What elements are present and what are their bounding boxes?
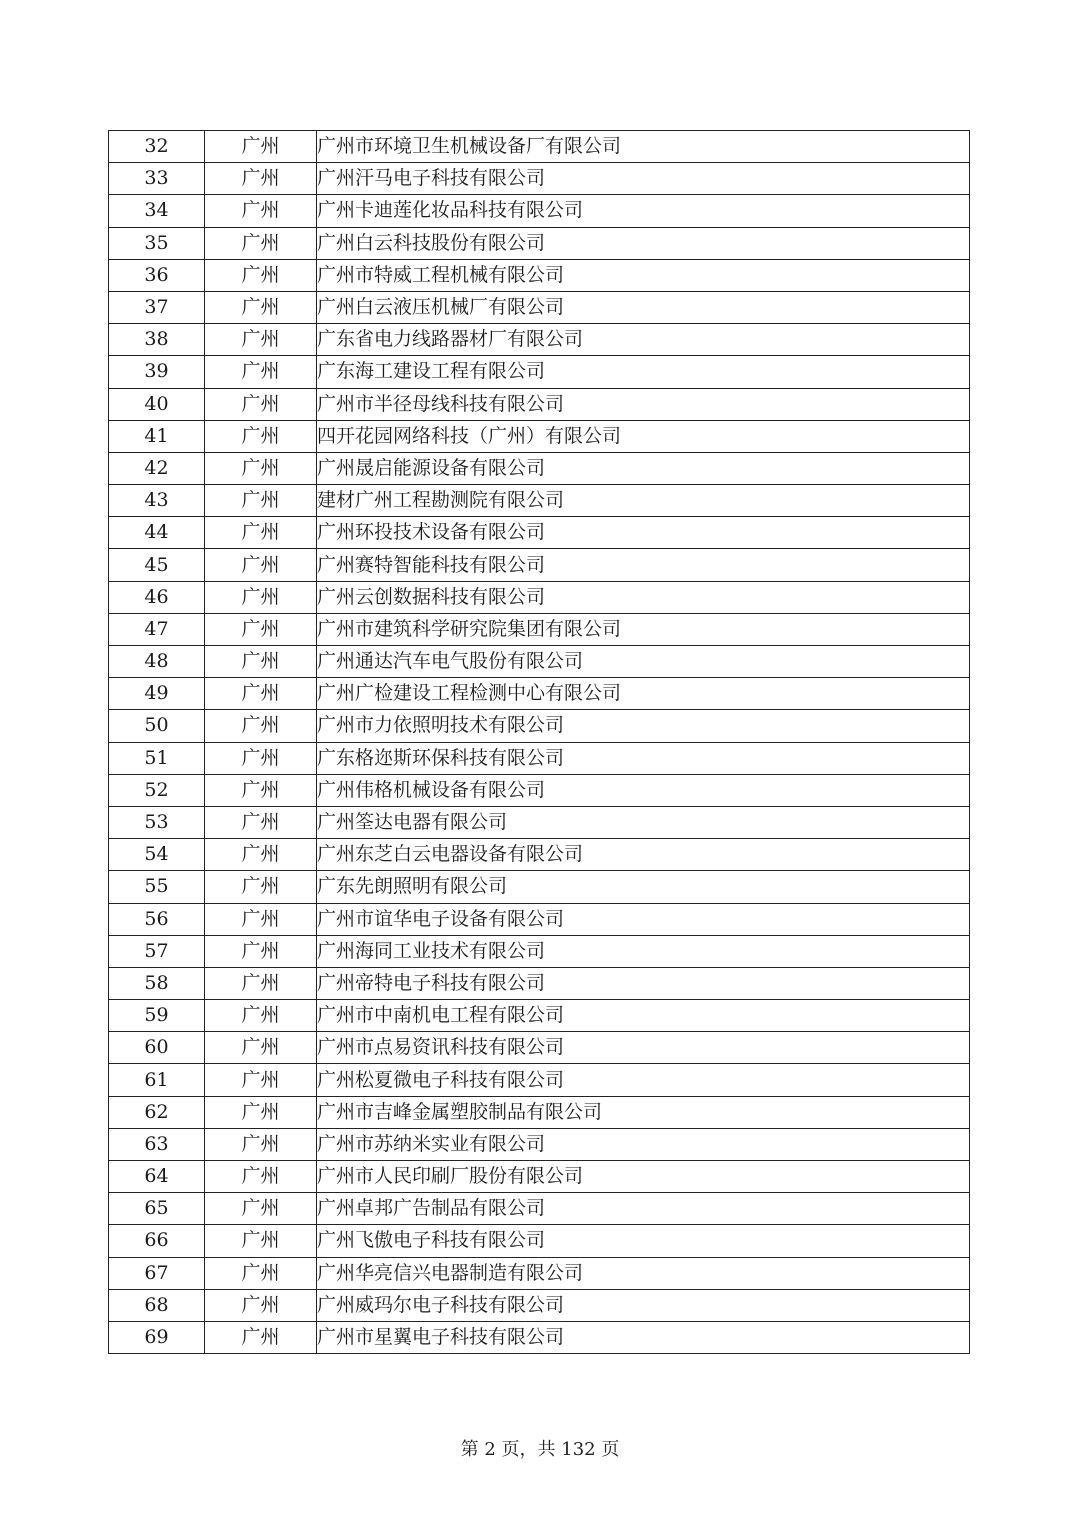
table-row bbox=[109, 839, 970, 871]
table-row bbox=[109, 613, 970, 645]
company-name-cell: 广东海工建设工程有限公司 bbox=[317, 356, 970, 388]
company-name-cell: 广州松夏微电子科技有限公司 bbox=[317, 1064, 970, 1096]
company-name-cell: 广州市吉峰金属塑胶制品有限公司 bbox=[317, 1096, 970, 1128]
table-row bbox=[109, 517, 970, 549]
row-number-cell: 67 bbox=[109, 1257, 205, 1289]
city-cell: 广州 bbox=[205, 163, 317, 195]
company-name-cell: 广州威玛尔电子科技有限公司 bbox=[317, 1289, 970, 1321]
city-cell: 广州 bbox=[205, 839, 317, 871]
table-row bbox=[109, 324, 970, 356]
table-row bbox=[109, 646, 970, 678]
company-name-cell: 广州卡迪莲化妆品科技有限公司 bbox=[317, 195, 970, 227]
city-cell: 广州 bbox=[205, 452, 317, 484]
table-row bbox=[109, 742, 970, 774]
table-row bbox=[109, 388, 970, 420]
city-cell: 广州 bbox=[205, 806, 317, 838]
city-cell: 广州 bbox=[205, 324, 317, 356]
company-name-cell: 广州市谊华电子设备有限公司 bbox=[317, 903, 970, 935]
row-number-cell: 61 bbox=[109, 1064, 205, 1096]
city-cell: 广州 bbox=[205, 613, 317, 645]
company-name-cell: 广州白云科技股份有限公司 bbox=[317, 227, 970, 259]
company-table-body bbox=[109, 131, 970, 1354]
table-row bbox=[109, 1000, 970, 1032]
company-name-cell: 广州汗马电子科技有限公司 bbox=[317, 163, 970, 195]
city-cell: 广州 bbox=[205, 903, 317, 935]
company-name-cell: 广州市点易资讯科技有限公司 bbox=[317, 1032, 970, 1064]
company-name-cell: 广州市环境卫生机械设备厂有限公司 bbox=[317, 131, 970, 163]
city-cell: 广州 bbox=[205, 485, 317, 517]
company-name-cell: 广州环投技术设备有限公司 bbox=[317, 517, 970, 549]
table-row bbox=[109, 485, 970, 517]
row-number-cell: 48 bbox=[109, 646, 205, 678]
row-number-cell: 39 bbox=[109, 356, 205, 388]
company-name-cell: 广州华亮信兴电器制造有限公司 bbox=[317, 1257, 970, 1289]
city-cell: 广州 bbox=[205, 517, 317, 549]
page-number-text: 第 2 页，共 132 页 bbox=[460, 1439, 620, 1460]
row-number-cell: 51 bbox=[109, 742, 205, 774]
table-row bbox=[109, 1225, 970, 1257]
table-row bbox=[109, 549, 970, 581]
city-cell: 广州 bbox=[205, 1257, 317, 1289]
company-name-cell: 广州卓邦广告制品有限公司 bbox=[317, 1193, 970, 1225]
row-number-cell: 54 bbox=[109, 839, 205, 871]
company-name-cell: 广州市特威工程机械有限公司 bbox=[317, 259, 970, 291]
city-cell: 广州 bbox=[205, 1161, 317, 1193]
table-row bbox=[109, 903, 970, 935]
company-name-cell: 广州市星翼电子科技有限公司 bbox=[317, 1321, 970, 1353]
row-number-cell: 68 bbox=[109, 1289, 205, 1321]
company-name-cell: 广州市苏纳米实业有限公司 bbox=[317, 1128, 970, 1160]
table-row bbox=[109, 967, 970, 999]
company-name-cell: 广东省电力线路器材厂有限公司 bbox=[317, 324, 970, 356]
city-cell: 广州 bbox=[205, 291, 317, 323]
city-cell: 广州 bbox=[205, 227, 317, 259]
city-cell: 广州 bbox=[205, 1032, 317, 1064]
table-row bbox=[109, 452, 970, 484]
row-number-cell: 69 bbox=[109, 1321, 205, 1353]
company-name-cell: 广州海同工业技术有限公司 bbox=[317, 935, 970, 967]
company-name-cell: 广东先朗照明有限公司 bbox=[317, 871, 970, 903]
table-row bbox=[109, 935, 970, 967]
row-number-cell: 65 bbox=[109, 1193, 205, 1225]
row-number-cell: 43 bbox=[109, 485, 205, 517]
city-cell: 广州 bbox=[205, 1064, 317, 1096]
row-number-cell: 47 bbox=[109, 613, 205, 645]
table-row bbox=[109, 1064, 970, 1096]
city-cell: 广州 bbox=[205, 967, 317, 999]
city-cell: 广州 bbox=[205, 774, 317, 806]
company-name-cell: 广州市力依照明技术有限公司 bbox=[317, 710, 970, 742]
company-name-cell: 广州赛特智能科技有限公司 bbox=[317, 549, 970, 581]
row-number-cell: 60 bbox=[109, 1032, 205, 1064]
row-number-cell: 46 bbox=[109, 581, 205, 613]
row-number-cell: 52 bbox=[109, 774, 205, 806]
company-name-cell: 广东格迩斯环保科技有限公司 bbox=[317, 742, 970, 774]
table-row bbox=[109, 1032, 970, 1064]
company-name-cell: 广州市半径母线科技有限公司 bbox=[317, 388, 970, 420]
row-number-cell: 42 bbox=[109, 452, 205, 484]
city-cell: 广州 bbox=[205, 1289, 317, 1321]
row-number-cell: 36 bbox=[109, 259, 205, 291]
row-number-cell: 63 bbox=[109, 1128, 205, 1160]
city-cell: 广州 bbox=[205, 935, 317, 967]
table-row bbox=[109, 678, 970, 710]
city-cell: 广州 bbox=[205, 710, 317, 742]
company-name-cell: 广州广检建设工程检测中心有限公司 bbox=[317, 678, 970, 710]
city-cell: 广州 bbox=[205, 1000, 317, 1032]
row-number-cell: 35 bbox=[109, 227, 205, 259]
city-cell: 广州 bbox=[205, 388, 317, 420]
table-row bbox=[109, 195, 970, 227]
city-cell: 广州 bbox=[205, 1321, 317, 1353]
company-name-cell: 广州帝特电子科技有限公司 bbox=[317, 967, 970, 999]
row-number-cell: 50 bbox=[109, 710, 205, 742]
row-number-cell: 38 bbox=[109, 324, 205, 356]
table-row bbox=[109, 710, 970, 742]
table-row bbox=[109, 581, 970, 613]
row-number-cell: 41 bbox=[109, 420, 205, 452]
row-number-cell: 45 bbox=[109, 549, 205, 581]
table-row bbox=[109, 806, 970, 838]
table-row bbox=[109, 871, 970, 903]
table-row bbox=[109, 1096, 970, 1128]
row-number-cell: 66 bbox=[109, 1225, 205, 1257]
row-number-cell: 62 bbox=[109, 1096, 205, 1128]
company-name-cell: 广州东芝白云电器设备有限公司 bbox=[317, 839, 970, 871]
company-name-cell: 广州筌达电器有限公司 bbox=[317, 806, 970, 838]
city-cell: 广州 bbox=[205, 646, 317, 678]
city-cell: 广州 bbox=[205, 1128, 317, 1160]
row-number-cell: 32 bbox=[109, 131, 205, 163]
city-cell: 广州 bbox=[205, 871, 317, 903]
table-row bbox=[109, 1128, 970, 1160]
row-number-cell: 64 bbox=[109, 1161, 205, 1193]
table-row bbox=[109, 356, 970, 388]
company-name-cell: 广州市人民印刷厂股份有限公司 bbox=[317, 1161, 970, 1193]
table-row bbox=[109, 1257, 970, 1289]
row-number-cell: 57 bbox=[109, 935, 205, 967]
company-name-cell: 广州白云液压机械厂有限公司 bbox=[317, 291, 970, 323]
table-row bbox=[109, 131, 970, 163]
row-number-cell: 55 bbox=[109, 871, 205, 903]
company-name-cell: 建材广州工程勘测院有限公司 bbox=[317, 485, 970, 517]
company-name-cell: 广州云创数据科技有限公司 bbox=[317, 581, 970, 613]
city-cell: 广州 bbox=[205, 549, 317, 581]
table-row bbox=[109, 1193, 970, 1225]
city-cell: 广州 bbox=[205, 259, 317, 291]
company-name-cell: 广州飞傲电子科技有限公司 bbox=[317, 1225, 970, 1257]
table-row bbox=[109, 259, 970, 291]
city-cell: 广州 bbox=[205, 131, 317, 163]
table-row bbox=[109, 1161, 970, 1193]
city-cell: 广州 bbox=[205, 1096, 317, 1128]
company-name-cell: 广州通达汽车电气股份有限公司 bbox=[317, 646, 970, 678]
city-cell: 广州 bbox=[205, 356, 317, 388]
row-number-cell: 40 bbox=[109, 388, 205, 420]
city-cell: 广州 bbox=[205, 742, 317, 774]
company-name-cell: 广州市中南机电工程有限公司 bbox=[317, 1000, 970, 1032]
city-cell: 广州 bbox=[205, 195, 317, 227]
row-number-cell: 34 bbox=[109, 195, 205, 227]
table-row bbox=[109, 163, 970, 195]
row-number-cell: 37 bbox=[109, 291, 205, 323]
company-name-cell: 广州晟启能源设备有限公司 bbox=[317, 452, 970, 484]
row-number-cell: 59 bbox=[109, 1000, 205, 1032]
table-row bbox=[109, 227, 970, 259]
row-number-cell: 53 bbox=[109, 806, 205, 838]
table-row bbox=[109, 291, 970, 323]
table-row bbox=[109, 774, 970, 806]
city-cell: 广州 bbox=[205, 581, 317, 613]
city-cell: 广州 bbox=[205, 1193, 317, 1225]
page-footer bbox=[0, 1435, 1080, 1461]
row-number-cell: 58 bbox=[109, 967, 205, 999]
table-row bbox=[109, 420, 970, 452]
row-number-cell: 44 bbox=[109, 517, 205, 549]
row-number-cell: 33 bbox=[109, 163, 205, 195]
row-number-cell: 56 bbox=[109, 903, 205, 935]
city-cell: 广州 bbox=[205, 420, 317, 452]
city-cell: 广州 bbox=[205, 1225, 317, 1257]
company-name-cell: 四开花园网络科技（广州）有限公司 bbox=[317, 420, 970, 452]
company-table bbox=[108, 130, 970, 1354]
company-name-cell: 广州伟格机械设备有限公司 bbox=[317, 774, 970, 806]
table-row bbox=[109, 1321, 970, 1353]
city-cell: 广州 bbox=[205, 678, 317, 710]
table-row bbox=[109, 1289, 970, 1321]
row-number-cell: 49 bbox=[109, 678, 205, 710]
company-name-cell: 广州市建筑科学研究院集团有限公司 bbox=[317, 613, 970, 645]
